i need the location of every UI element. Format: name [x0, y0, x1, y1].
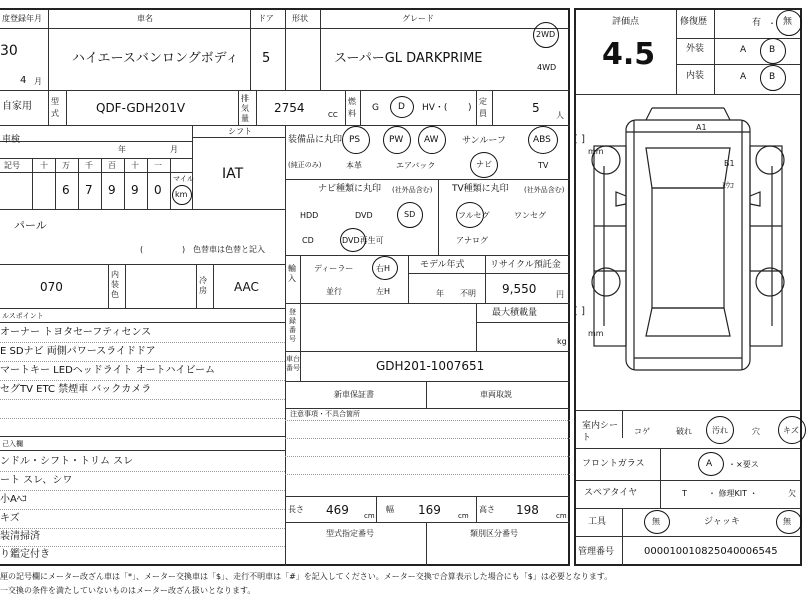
chassis-label: 車台番号 [286, 355, 300, 372]
manual-label: 車両取説 [480, 390, 512, 399]
model-label: 型式 [51, 97, 59, 118]
sales-point: E SDナビ 両側パワースライドドア [0, 346, 156, 357]
navi-sd: SD [404, 210, 416, 219]
cabin-yabure: 破れ [676, 427, 692, 436]
unit-10m: 十 [40, 161, 48, 170]
airbag-item: エアバック [396, 161, 436, 170]
spare-ketsu: 欠 [788, 489, 796, 498]
windshield-label: フロントガラス [582, 459, 645, 469]
length-unit: cm [364, 512, 375, 520]
navi-type-sub: (社外品含む) [392, 186, 433, 194]
width-unit: cm [458, 512, 469, 520]
unit-hyaku: 百 [108, 161, 116, 170]
shape-label: 形状 [292, 14, 308, 23]
cabin-kizu: キズ [783, 426, 799, 435]
drive-2wd: 2WD [536, 30, 556, 39]
km-unit: km [175, 190, 188, 199]
recycle-yen: 円 [556, 290, 564, 299]
spare-t: T [682, 489, 687, 498]
remark: り鑑定付き [0, 549, 50, 560]
capacity-unit: 人 [556, 111, 564, 120]
windshield-a: A [706, 459, 713, 469]
height-label: 高さ [479, 505, 495, 514]
inspect-year: 年 [118, 145, 126, 154]
displacement-label: 排気量 [241, 94, 249, 123]
equip-label: 装備品に丸印 [288, 135, 343, 145]
exterior-label: 外装 [686, 44, 705, 54]
ac-value: AAC [234, 280, 259, 294]
capacity-label: 定員 [479, 97, 487, 118]
class-number-label: 類別区分番号 [470, 529, 518, 538]
diagram-mm: mm [588, 147, 604, 156]
import-label: 輸入 [288, 264, 296, 283]
unit-sen: 千 [85, 161, 93, 170]
grade-label: グレード [402, 14, 434, 23]
use-label: 自家用 [2, 101, 32, 112]
diagram-b1: B1 [724, 159, 735, 168]
leather-item: 本革 [346, 161, 362, 170]
color-paren: ( [140, 245, 144, 254]
fuel-label: 燃料 [348, 97, 356, 118]
length-label: 長さ [288, 505, 304, 514]
fuel-hv: HV・( [422, 103, 448, 113]
navi-dvd-play: DVD再生可 [342, 236, 384, 245]
model-value: QDF-GDH201V [96, 101, 186, 115]
import-dealer: ディーラー [314, 264, 354, 273]
door-count: 5 [262, 51, 271, 66]
cc-unit: CC [328, 111, 338, 119]
reg-date-label: 度登録年月 [2, 14, 42, 23]
tools-label: 工具 [588, 517, 607, 527]
color-note: 色替車は色替と記入 [193, 245, 265, 254]
max-load-label: 最大積載量 [492, 308, 538, 318]
type-number-label: 型式指定番号 [326, 529, 374, 538]
model-year-unknown: 不明 [460, 289, 476, 298]
car-name: ハイエースバンロングボディ [72, 51, 239, 66]
import-left: 左H [376, 287, 391, 296]
color-paren-close: ) [182, 245, 186, 254]
remark: 装清掃済 [0, 531, 40, 542]
tv-fullseg: フルセグ [458, 211, 490, 220]
navi-type-label: ナビ種類に丸印 [318, 184, 382, 194]
jack-label: ジャッキ [704, 517, 740, 527]
warranty-label: 新車保証書 [334, 390, 374, 399]
sales-point: オーナー トヨタセーフティセンス [0, 327, 152, 338]
recycle-value: 9,550 [502, 282, 537, 296]
fuel-hv-close: ) [468, 103, 472, 113]
fuel-d: D [398, 102, 405, 112]
record-label: 記号 [4, 161, 20, 170]
spare-tire-label: スペアタイヤ [584, 488, 638, 498]
navi-dvd: DVD [355, 211, 373, 220]
score-value: 4.5 [602, 37, 656, 72]
spare-kit: ・ 修理KIT ・ [708, 489, 758, 498]
height-unit: cm [556, 512, 567, 520]
cabin-ana: 穴 [752, 427, 760, 436]
tv-type-label: TV種類に丸印 [452, 184, 509, 194]
navi-hdd: HDD [300, 211, 319, 220]
cabin-koge: コゲ [634, 427, 650, 436]
footer-note-1: 厘の記号欄にメーター改ざん車は「*」、メーター交換車は「$」、走行不明車は「#」を記入してください。メーター交換で合算表示した場合にも「$」は必要となります。 [0, 572, 613, 581]
import-parallel: 並行 [326, 287, 342, 296]
exterior-a: A [740, 45, 747, 55]
shift-value: IAT [222, 166, 244, 182]
capacity-value: 5 [532, 101, 540, 115]
sales-point: セグTV ETC 禁煙車 バックカメラ [0, 384, 152, 395]
jack-none: 無 [783, 517, 791, 526]
score-label: 評価点 [612, 17, 640, 27]
sales-point: マートキー LEDヘッドライト オートハイビーム [0, 365, 216, 376]
unit-man: 万 [62, 161, 70, 170]
ps-item: PS [349, 135, 361, 145]
tv-analog: アナログ [456, 236, 488, 245]
door-label: ドア [258, 14, 274, 23]
diagram-mm: mm [588, 329, 604, 338]
car-damage-diagram [576, 96, 800, 406]
remark: ート スレ、シワ [0, 475, 73, 486]
recycle-label: リサイクル預託金 [490, 260, 561, 270]
remark: 小Aﾍｺ [0, 494, 27, 505]
sunroof-item: サンルーフ [462, 136, 506, 146]
inspect-month: 月 [170, 145, 178, 154]
import-right: 右H [376, 264, 391, 273]
mileage-digit: 9 [131, 183, 139, 197]
remark: ンドル・シフト・トリム スレ [0, 456, 134, 467]
interior-b: B [769, 72, 776, 82]
repair-label: 修復歴 [680, 17, 708, 27]
tv-type-sub: (社外品含む) [524, 186, 565, 194]
mgmt-number: 000010010825040006545 [644, 546, 778, 557]
remark: キズ [0, 513, 20, 524]
unit-ju: 十 [131, 161, 139, 170]
model-year-unit: 年 [436, 289, 444, 298]
drive-4wd: 4WD [537, 63, 557, 72]
abs-item: ABS [533, 135, 551, 145]
color-code: 070 [40, 280, 63, 294]
exterior-b: B [769, 45, 776, 55]
tools-none: 無 [652, 517, 660, 526]
reg-number-label: 登録番号 [289, 308, 296, 343]
car-name-label: 車名 [137, 14, 153, 23]
cabin-yogore: 汚れ [712, 426, 728, 435]
sales-points-label: ルスポイント [2, 312, 44, 320]
mile-unit: マイル [173, 175, 194, 183]
mileage-digit: 9 [108, 183, 116, 197]
diagram-a1: A1 [696, 123, 707, 132]
interior-a: A [740, 72, 747, 82]
fuel-g: G [372, 103, 379, 113]
pw-item: PW [389, 135, 404, 145]
repair-no: 無 [783, 17, 793, 27]
chassis-number: GDH201-1007651 [376, 359, 485, 373]
mgmt-label: 管理番号 [578, 547, 615, 557]
interior-color-label: 内装色 [111, 270, 119, 299]
mileage-digit: 0 [154, 183, 162, 197]
repair-yes: 有 [752, 18, 762, 28]
color-name: パール [14, 219, 47, 232]
notes-label: 注意事項・不具合箇所 [290, 410, 360, 418]
equip-sub: (純正のみ) [288, 161, 322, 169]
reg-year: 30 [0, 43, 18, 59]
height-value: 198 [516, 503, 539, 517]
width-label: 幅 [386, 505, 394, 514]
shift-label: シフト [228, 127, 252, 136]
inspect-label: 車検 [2, 135, 21, 145]
unit-ichi: 一 [154, 161, 162, 170]
reg-month-unit: 月 [34, 77, 42, 86]
cabin-seat-label: 室内シート [582, 421, 619, 443]
interior-label: 内装 [686, 71, 705, 81]
mileage-digit: 6 [62, 183, 70, 197]
navi-item: ナビ [476, 160, 492, 169]
diagram-u: ﾋｳｺ [722, 181, 734, 190]
windshield-need: ・×要ス [728, 460, 759, 469]
model-year-label: モデル年式 [420, 260, 465, 270]
diagram-bracket: [ ] [574, 306, 585, 317]
navi-cd: CD [302, 236, 314, 245]
footer-note-2: 一交換の条件を満たしていないものはメーター改ざん扱いとなります。 [0, 586, 256, 595]
reg-month: 4 [20, 75, 27, 86]
aw-item: AW [424, 135, 439, 145]
remarks-label: 己入欄 [2, 440, 23, 448]
ac-label: 冷房 [199, 276, 207, 295]
tv-item: TV [538, 161, 549, 170]
diagram-bracket: [ ] [574, 134, 585, 145]
tv-oneseg: ワンセグ [514, 211, 546, 220]
displacement-value: 2754 [274, 101, 305, 115]
width-value: 169 [418, 503, 441, 517]
max-load-unit: kg [557, 337, 567, 346]
mileage-digit: 7 [85, 183, 93, 197]
grade-value: スーパーGL DARKPRIME [334, 51, 483, 66]
length-value: 469 [326, 503, 349, 517]
